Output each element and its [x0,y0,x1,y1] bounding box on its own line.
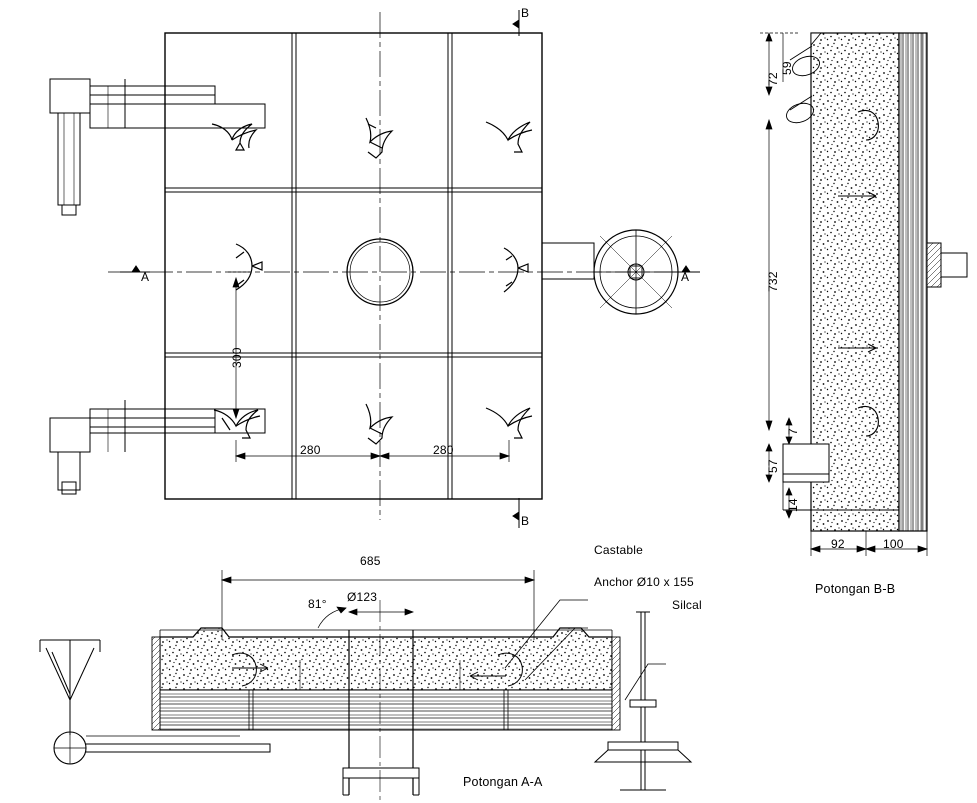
section-mark-b-top [513,10,519,36]
caption-section-aa: Potongan A-A [463,775,543,789]
dim-label-aa-angle: 81° [308,597,327,611]
plan-anchor [366,118,392,158]
plan-anchor [486,122,532,152]
section-bb-group [760,33,967,556]
plan-upper-bracket [50,79,265,215]
note-castable: Castable [594,543,643,557]
plan-anchor [236,244,262,290]
note-silcal: Silcal [672,598,702,612]
dim-label-bb-57: 57 [766,459,780,473]
dim-label-bb-100: 100 [883,537,904,551]
section-mark-b-bottom [513,498,519,528]
dim-label-plan-280-right: 280 [433,443,454,457]
dim-aa-diameter [349,609,413,615]
dim-bb-widths [811,531,927,556]
dim-label-bb-72: 72 [766,72,780,86]
section-mark-label-b-top: B [521,6,530,20]
dim-label-bb-14: 14 [786,498,800,512]
plan-view-group [50,10,700,528]
caption-section-bb: Potongan B-B [815,582,896,596]
dim-label-bb-7: 7 [786,428,800,435]
dim-label-plan-280-left: 280 [300,443,321,457]
section-mark-label-b-bottom: B [521,514,530,528]
plan-anchor [504,248,528,292]
dim-label-bb-732: 732 [766,271,780,292]
dim-label-bb-59: 59 [780,61,794,75]
dim-label-aa-diameter: Ø123 [347,590,378,604]
section-mark-label-a-right: A [681,270,690,284]
section-mark-label-a-left: A [141,270,150,284]
dim-plan-280 [236,440,509,462]
plan-anchor [486,408,532,438]
dim-label-plan-300: 300 [230,347,244,368]
dim-plan-300 [228,272,250,418]
dim-label-bb-92: 92 [831,537,845,551]
note-anchor: Anchor Ø10 x 155 [594,575,694,589]
plan-lower-bracket [50,400,265,494]
plan-anchor [366,404,392,444]
section-aa-group [40,570,691,800]
dim-label-aa-685: 685 [360,554,381,568]
dim-aa-685 [222,570,534,640]
